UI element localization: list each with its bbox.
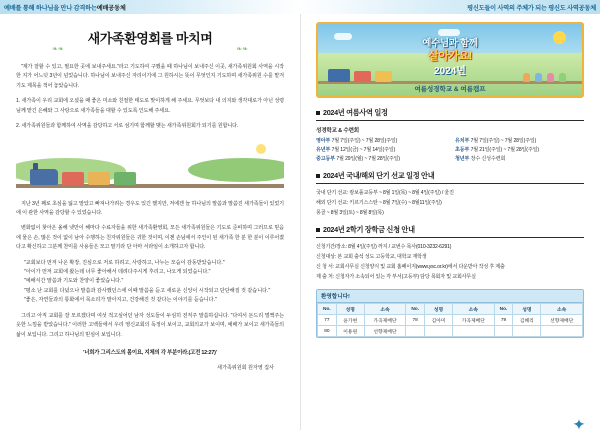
poster-title-top: 예수님과 함께 (422, 38, 478, 49)
article-title: 새가족환영회를 마치며 (87, 31, 213, 46)
train-car (354, 71, 371, 82)
smoke-puff (42, 140, 51, 149)
left-banner-highlight: 예배를 통해 하나님을 만나 감격하는 (4, 4, 97, 12)
schedule-item (455, 146, 584, 155)
testimony-quotes (16, 259, 284, 306)
schedule-tag: 유년부 (316, 146, 331, 153)
subsection-heading: 성경학교 & 수련회 (316, 128, 359, 134)
schedule-tag: 중고등부 (316, 155, 336, 162)
schedule-tag: 초등부 (455, 146, 470, 153)
table-cell (513, 326, 541, 337)
smoke-puff (32, 144, 39, 151)
schedule-row (316, 146, 584, 155)
section-heading-summer-schedule (316, 108, 584, 121)
table-cell: 김혜리 (513, 315, 541, 326)
table-cell: 79 (494, 315, 513, 326)
column-header: 소속 (541, 304, 583, 315)
article-closing (16, 312, 284, 340)
square-bullet-icon (316, 228, 320, 232)
poster-year: 2024년 (434, 66, 466, 77)
column-header: 소속 (453, 304, 495, 315)
paragraph: 변화없이 찾아온 올해 넷만이 해마다 수료자들을 위한 새가족환영회, 모든 새가족위원들은 기도로 준비하며 그러므로 믿음에 물은 손, 많은 것이 없이 남아 수행하는 친자위원들은 귀한 것이며, 이젠 손님에서 주인이 된 새가족 한 분 한 분이 이루어졌다고 확신하고 그분께 찬미를 사용들은 모고 말기라 단 아마 서라임이 소개하고자 합니다. (16, 225, 284, 251)
paragraph: 1. 새가족이 우리 교회에 오셨을 때 좋은 미소와 친절한 태도로 맞이하게 해 주세요. 무엇보다 내 의지와 생각대로가 아닌 성령님께 맡긴 은혜와 그 사랑으로 새가족들을 대할 수 있도록 인도해 주세요. (16, 98, 284, 114)
schedule-tag: 영아부 (316, 138, 331, 144)
table-cell: 이용원 (336, 326, 364, 337)
section-heading-label: 2024년 국내/해외 단기 선교 일정 안내 (323, 170, 435, 180)
table-cell: 선향제배단 (364, 326, 406, 337)
schedule-item (455, 137, 584, 146)
schedule-date: 장수 신성수련회 (470, 155, 506, 162)
table-cell (541, 326, 583, 337)
new-members-table (317, 303, 583, 337)
column-header: No. (318, 304, 337, 315)
table-cell (406, 326, 425, 337)
table-cell (494, 326, 513, 337)
left-banner-rest: 예배공동체 (96, 4, 126, 12)
schedule-item (316, 137, 445, 146)
bible-verse: '너희가 그리스도의 몸이요, 지체의 각 부분이라.(고전 12:27)' (83, 350, 217, 357)
author-signature: 새가족위원회 원자영 집사 (217, 365, 274, 372)
quote-line: "좋은, 자연들과의 통화에서 목소리가 말아지고, 건강해진 것 같다는 이야기를 듣습니다." (24, 297, 217, 304)
quote-line: "아이가 먼저 교회에 왔는데 너무 좋아해서 데려다주시게 후리고, 나오게 되었습니다." (24, 269, 211, 276)
table-cell: 선향제배단 (541, 315, 583, 326)
table-cell: 가곡제배단 (364, 315, 406, 326)
train-car (88, 172, 110, 185)
table-header-row (318, 304, 583, 315)
paragraph: 지난 3년 째로 초심을 잃고 말았고 빠져나가려는 경우도 있긴 했지만, 저에겐 늘 하나님의 말씀과 말씀진 새가족들이 있었기에 이 관한 사역을 감당할 수 있었습니다. (16, 200, 284, 216)
church-logo-icon (572, 418, 586, 432)
schedule-item (316, 146, 445, 155)
section-heading-label: 2024년 2학기 장학금 신청 안내 (323, 224, 415, 234)
table-cell: 가곡제배단 (453, 315, 495, 326)
locomotive-icon (328, 69, 350, 82)
schedule-row (316, 137, 584, 146)
train-car (62, 172, 84, 185)
schedule-item (316, 155, 445, 164)
title-decoration (16, 47, 284, 57)
scholarship-item: 신 청 서: 교회사무실 신청양식 및 교회 홈페이지(www.ysc.or.kr)에서 다운받아 작성 후 제출 (316, 264, 505, 271)
scholarship-item: 신청대상: 본 교회 출석 성도 고등학교, 대학교 재학생 (316, 254, 427, 261)
paragraph: 그리고 아직 교회를 잘 모르겠다며 여섯 적고싶어던 남자 성도들이 두심히 전직주 말씀하십니다. "다여서 돈드리 멀쩍주는 옷한 느낌을 받았습니다." 이러한 고백들에서 우리 영신교회의 독정이 보이고, 교회의교가 보이며, 예배가 보이고 새가족들의 삶이 보입니다. 그리고 하나님의 믿심이 보입니다. (16, 312, 284, 338)
mission-item: 몽골 ~ 8월 3일(토) ~ 8월 8일(목) (316, 209, 384, 216)
quote-line: "예배식간 말씀과 기도와 찬양이 좋았습니다." (24, 278, 124, 285)
article-body (16, 63, 284, 132)
child-figure (523, 73, 530, 82)
sun-icon (256, 144, 266, 154)
table-cell: 78 (406, 315, 425, 326)
schedule-date: 7월 29일(월) ~ 7월 28일(주일) (336, 155, 400, 162)
column-header: 성명 (336, 304, 364, 315)
scholarship-list (316, 243, 584, 282)
locomotive-icon (30, 169, 58, 185)
paragraph: "제가 잘할 수 있고, 필요한 곳에 보내주세요."라고 기도하여 구했을 때 하나님이 보내주신 이곳, 새가족위원회 사역을 시작한 지가 어느덧 3년이 넘었습니다. 하나님이 보내주신 자리이기에 그 원하시는 뜻이 무엇인지 기도하며 새가족위원 수를 맡겨 기도 제목을 적어 놓았습니다. (16, 64, 284, 89)
smoke-puff (54, 138, 60, 144)
column-header: 성명 (513, 304, 541, 315)
square-bullet-icon (316, 174, 320, 178)
mission-item: 해외 단기 선교: 키르기스스탄 ~ 8월 7일(수) ~ 8월11일(주일) (316, 199, 442, 206)
train-car (375, 71, 392, 82)
hill-shape-2 (188, 158, 284, 182)
schedule-date: 7월 7일(주일) ~ 7월 28일(주일) (331, 138, 398, 144)
schedule-item (455, 155, 584, 164)
paragraph: 2. 새가족위원들과 함께하여 사역을 감당하고 서로 섬기며 함께할 맺는 새가족위원회가 되기를 원합니다. (16, 123, 239, 130)
quote-line: "교회보다 먼저 나온 확장, 진심으로 저로 하려고, 사랑하고, 나누는 모습이 감동받았습니다." (24, 259, 225, 266)
summer-camp-poster (316, 22, 584, 98)
train-car (114, 172, 136, 185)
right-header-banner (300, 0, 600, 14)
table-row (318, 326, 583, 337)
child-figure (547, 73, 554, 82)
section-heading-scholarship (316, 225, 584, 238)
schedule-row (316, 155, 584, 164)
mission-list (316, 189, 584, 218)
column-header: No. (406, 304, 425, 315)
quote-line: "평소 난 교회를 다녔으나 말씀과 감사했던스에 이때 말씀을 듣고 새로운 신앙이 시작되고 단단해질 것 같습니다." (24, 287, 271, 294)
right-column (300, 0, 600, 440)
square-bullet-icon (316, 111, 320, 115)
column-header: 성명 (425, 304, 453, 315)
table-cell: 80 (318, 326, 337, 337)
table-cell: 윤가현 (336, 315, 364, 326)
mission-item: 국내 단기 선교: 캄보플교등부 ~ 8월 1일(목) ~ 8월 4일(주일) / 울진 (316, 189, 454, 196)
scholarship-item: 제 출 처: 신청자가 소속되어 있는 각 부서(고등부) 담당 목회자 및 교회사무실 (316, 274, 476, 281)
section-heading-mission-schedule (316, 171, 584, 184)
article-body-continued (16, 200, 284, 253)
schedule-tag: 청년부 (455, 155, 470, 162)
summer-schedule-list (316, 137, 584, 164)
schedule-date: 7월 12일(금) ~ 7월 14일(주일) (331, 146, 396, 153)
child-figure (559, 73, 566, 82)
right-banner-text: 평신도들이 사역의 주체가 되는 평신도 사역공동체 (467, 4, 596, 12)
table-cell: 김아미 (425, 315, 453, 326)
left-header-banner (0, 0, 300, 14)
train-illustration (16, 138, 284, 192)
welcome-box-title: 환영합니다! (317, 290, 583, 303)
table-row (318, 315, 583, 326)
poster-footer: 여름성경학교 & 여름캠프 (414, 86, 486, 93)
schedule-date: 7월 7일(주일) ~ 7월 28일(주일) (470, 138, 537, 144)
table-cell (425, 326, 453, 337)
poster-title-main: 살아가요! (428, 50, 472, 62)
table-cell: 77 (318, 315, 337, 326)
column-header: No. (494, 304, 513, 315)
leaf-icon-left: ❧❧ (52, 46, 64, 53)
column-header: 소속 (364, 304, 406, 315)
section-heading-label: 2024년 여름사역 일정 (323, 108, 388, 117)
schedule-date: 7월 21일(주일) ~ 7월 28일(주일) (470, 146, 539, 153)
leaf-icon-right: ❧❧ (236, 46, 248, 53)
welcome-box (316, 289, 584, 338)
schedule-tag: 유치부 (455, 138, 470, 144)
child-figure (535, 73, 542, 82)
table-cell (453, 326, 495, 337)
scholarship-item: 신청기간/장소: 8월 4일(주일) 까지 / 교번수 목사(010-3232-6291) (316, 243, 452, 250)
